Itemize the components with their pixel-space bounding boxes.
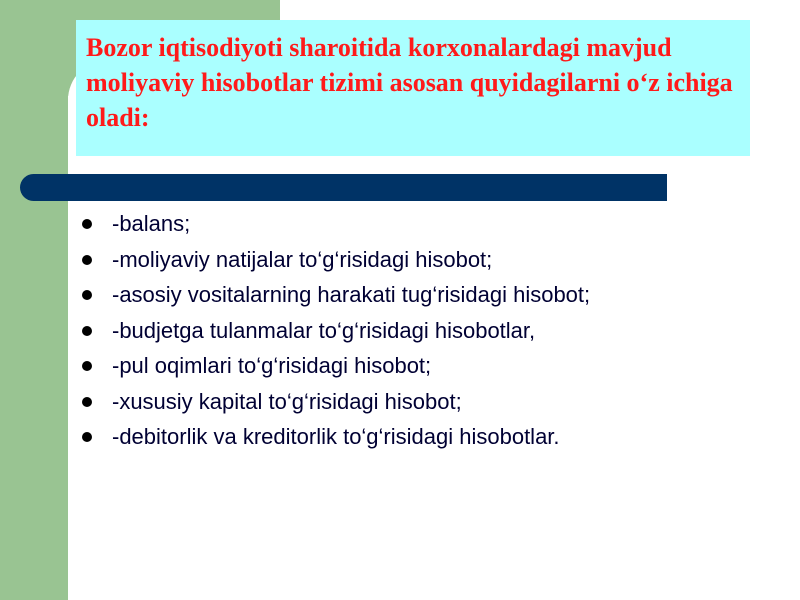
list-item-text: -balans; — [112, 211, 191, 236]
bullet-icon — [82, 290, 92, 300]
list-item — [80, 348, 780, 384]
list-item-text: -budjetga tulanmalar to‘g‘risidagi hisobotlar, — [112, 317, 536, 343]
bullet-icon — [82, 361, 92, 371]
bullet-list — [80, 206, 780, 455]
list-item — [80, 313, 780, 349]
list-item-text: -debitorlik va kreditorlik to‘g‘risidagi hisobotlar. — [112, 424, 560, 449]
bullet-icon — [82, 397, 92, 407]
slide-title: Bozor iqtisodiyoti sharoitida korxonalardagi mavjud moliyaviy hisobotlar tizimi asosan quyidagilarni o‘z ichiga oladi: — [86, 33, 733, 132]
title-divider-bar — [20, 174, 667, 201]
list-item — [80, 206, 780, 242]
list-item-text: -asosiy vositalarning harakati tug‘risidagi hisobot; — [112, 282, 591, 307]
list-item — [80, 384, 780, 420]
list-item — [80, 242, 780, 278]
bullet-icon — [82, 219, 92, 229]
bullet-icon — [82, 432, 92, 442]
bullet-icon — [82, 326, 92, 336]
list-item — [80, 419, 780, 455]
decorative-side-bar — [0, 0, 68, 600]
list-item-text: -moliyaviy natijalar to‘g‘risidagi hisobot; — [112, 246, 493, 272]
bullet-icon — [82, 255, 92, 265]
list-item — [80, 277, 780, 313]
list-item-text: -pul oqimlari to‘g‘risidagi hisobot; — [112, 353, 432, 378]
list-item-text: -xususiy kapital to‘g‘risidagi hisobot; — [112, 388, 462, 414]
